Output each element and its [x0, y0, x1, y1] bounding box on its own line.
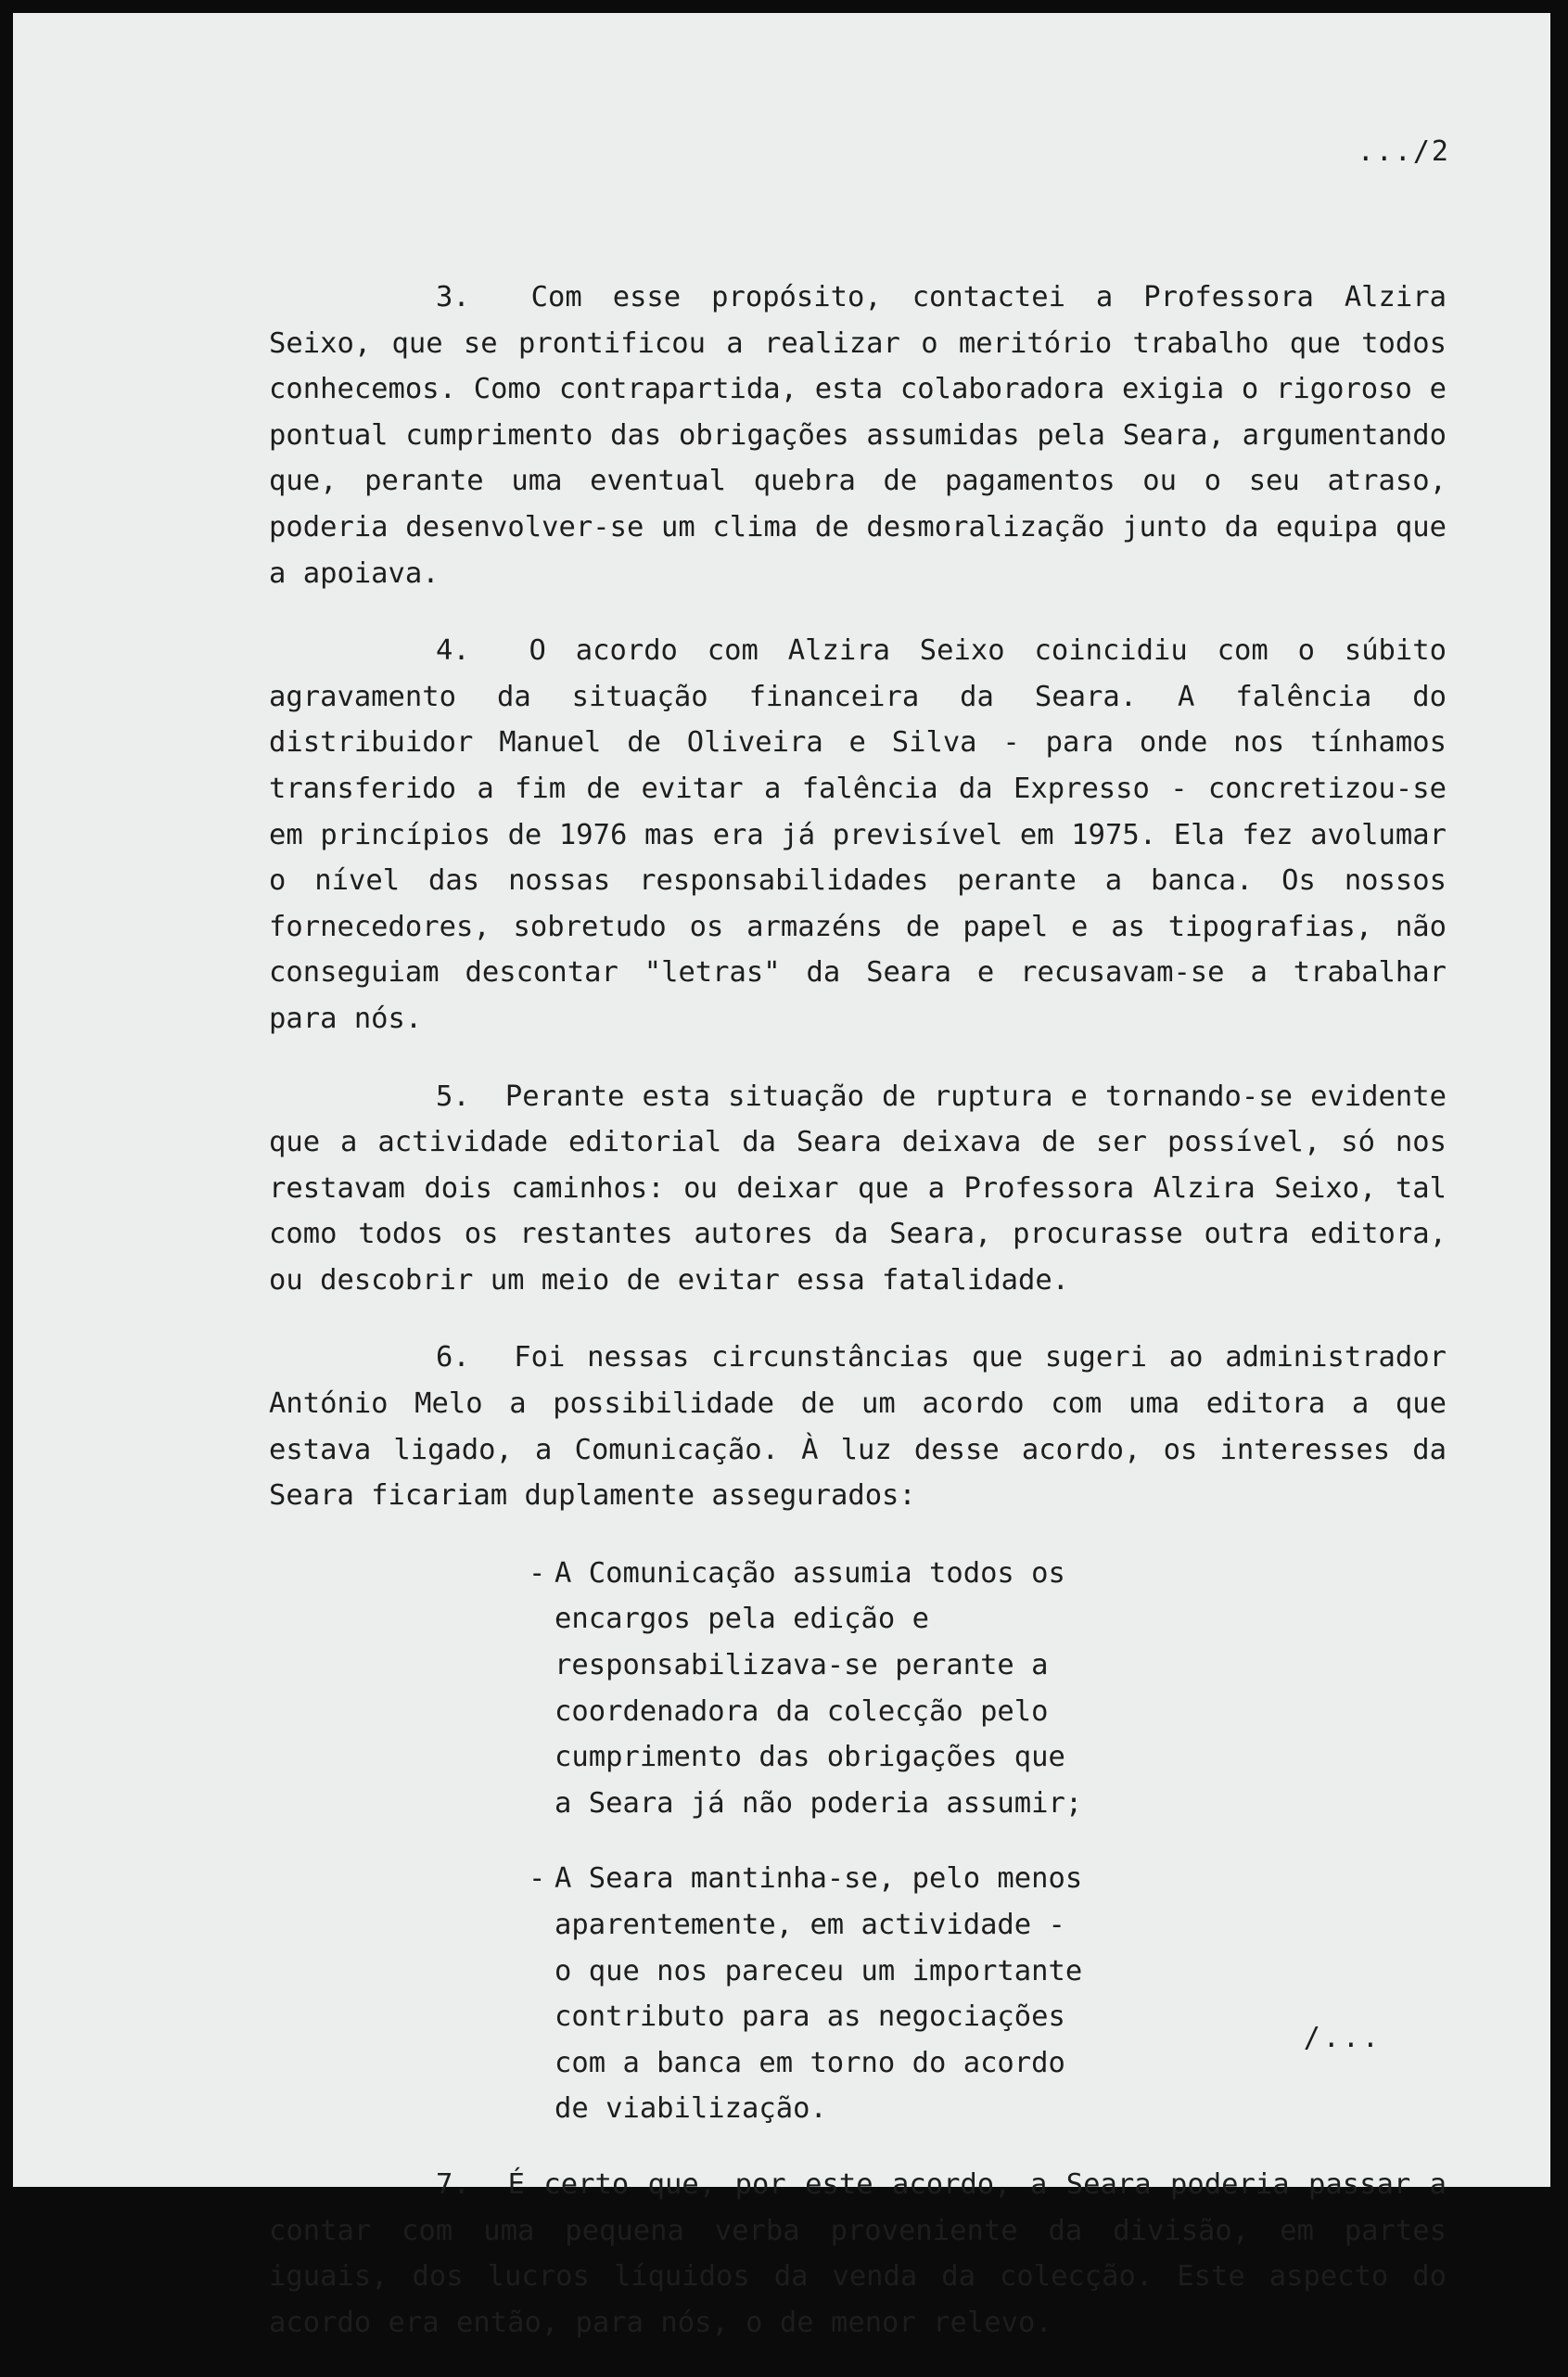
paragraph-text: Foi nessas circunstâncias que sugeri ao administrador António Melo a possibilidade de um acordo com uma editora a que estava ligado, a Comunicação. À luz desse acordo, os interesses da Seara ficariam duplamente assegurados:: [269, 1341, 1447, 1513]
paragraph-4: [269, 628, 1447, 1042]
bullet-item: - A Comunicação assumia todos os encargos pela edição e responsabilizava-se perante a coordenadora da colecção pelo cumprimento das obrigações que a Seara já não poderia assumir;: [529, 1551, 1083, 1827]
paragraph-text: Com esse propósito, contactei a Professora Alzira Seixo, que se prontificou a realizar o meritório trabalho que todos conhecemos. Como contrapartida, esta colaboradora exigia o rigoroso e pontual cumprimento das obrigações assumidas pela Seara, argumentando que, perante uma eventual quebra de pagamentos ou o seu atraso, poderia desenvolver-se um clima de desmoralização junto da equipa que a apoiava.: [269, 281, 1447, 590]
bullet-list: [269, 1551, 1447, 2132]
paragraph-3: [269, 275, 1447, 596]
paragraph-text: O acordo com Alzira Seixo coincidiu com o súbito agravamento da situação financeira da Seara. A falência do distribuidor Manuel de Oliveira e Silva - para onde nos tínhamos transferido a fim de evitar a falência da Expresso - concretizou-se em princípios de 1976 mas era já previsível em 1975. Ela fez avolumar o nível das nossas responsabilidades perante a banca. Os nossos fornecedores, sobretudo os armazéns de papel e as tipografias, não conseguiam descontar "letras" da Seara e recusavam-se a trabalhar para nós.: [269, 634, 1447, 1035]
paragraph-text: É certo que, por este acordo, a Seara poderia passar a contar com uma pequena verba proveniente da divisão, em partes iguais, dos lucros líquidos da venda da colecção. Este aspecto do acordo era então, para nós, o de menor relevo.: [269, 2167, 1447, 2339]
paragraph-6: [269, 1335, 1447, 1518]
paragraph-text: Perante esta situação de ruptura e tornando-se evidente que a actividade editorial da Seara deixava de ser possível, só nos restavam dois caminhos: ou deixar que a Professora Alzira Seixo, tal como todos os restantes autores da Seara, procurasse outra editora, ou descobrir um meio de evitar essa fatalidade.: [269, 1080, 1447, 1297]
document-page: [13, 13, 1550, 2339]
paragraph-5: [269, 1074, 1447, 1304]
letter-body: [269, 275, 1447, 2377]
continuation-mark: /...: [1303, 2022, 1382, 2054]
paragraph-number: 7.: [436, 2167, 470, 2201]
paragraph-number: 3.: [436, 281, 470, 313]
paragraph-number: 6.: [436, 1341, 470, 1374]
paragraph-7: [269, 2162, 1447, 2345]
paragraph-number: 4.: [436, 634, 470, 668]
paragraph-number: 5.: [436, 1080, 470, 1113]
page-number: .../2: [1357, 135, 1450, 168]
bullet-item: - A Seara mantinha-se, pelo menos aparentemente, em actividade - o que nos pareceu um importante contributo para as negociações com a banca em torno do acordo de viabilização.: [529, 1856, 1083, 2132]
